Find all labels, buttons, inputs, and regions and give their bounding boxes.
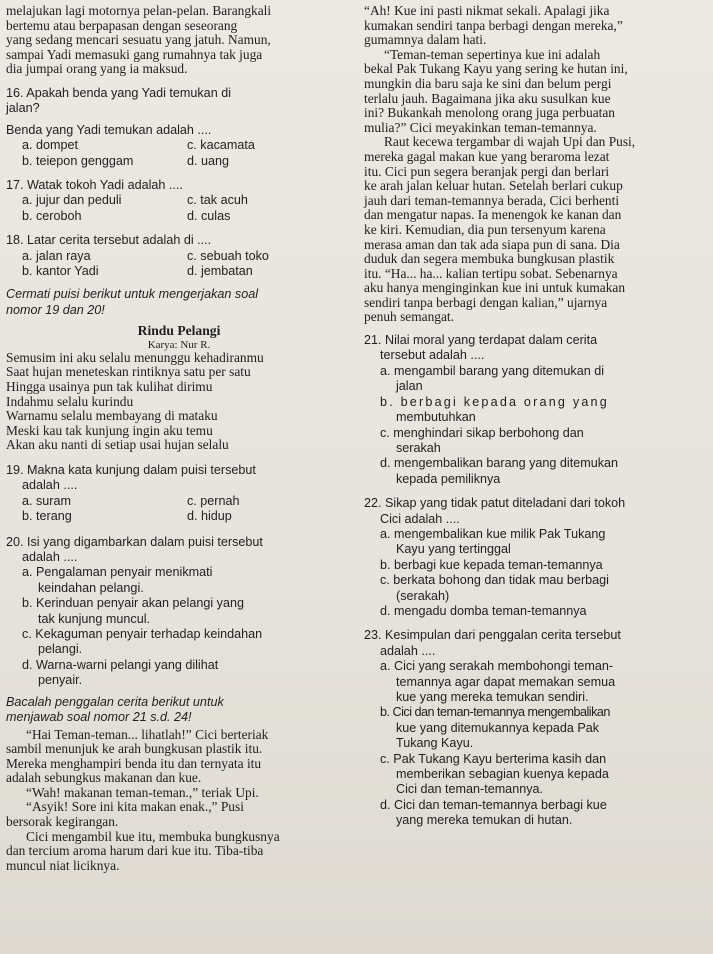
story-line: “Teman-teman sepertinya kue ini adalah [384,46,601,62]
option-c[interactable] [6,627,352,658]
question-20 [6,535,352,689]
poem-line: Warnamu selalu membayang di mataku [6,408,218,424]
question-stem: 17. Watak tokoh Yadi adalah .... [6,178,183,192]
option-text: jalan [396,379,423,394]
option-text: b. Kerinduan penyair akan pelangi yang [22,596,244,611]
option-c[interactable]: c. tak acuh [187,193,248,208]
option-b[interactable]: b. kantor Yadi [22,264,99,279]
question-stem: adalah .... [22,478,78,493]
option-c[interactable]: c. pernah [187,493,240,508]
option-text: d. Warna-warni pelangi yang dilihat [22,657,219,672]
option-row [6,509,352,524]
story-line: duduk dan segera membuka bungkusan plastik [364,251,615,267]
story-line: ke arah jalan keluar hutan. Setelah berlari cukup [364,178,623,194]
option-text: d. Cici dan teman-temannya berbagi kue [380,797,607,812]
option-a[interactable] [364,364,710,395]
option-text: Kayu yang tertinggal [396,542,511,557]
question-stem: 22. Sikap yang tidak patut diteladani dari tokoh [364,496,626,511]
option-text: a. Pengalaman penyair menikmati [22,565,213,580]
question-stem: 19. Makna kata kunjung dalam puisi tersebut [6,463,256,477]
option-text: serakah [396,440,441,455]
story-line: “Asyik! Sore ini kita makan enak.,” Pusi [26,799,244,815]
option-text: a. Cici yang serakah membohongi teman- [380,659,614,674]
story-instruction [6,695,352,726]
poem-line: Hingga usainya pun tak kulihat dirimu [6,379,213,395]
option-d[interactable]: d. hidup [187,509,232,524]
story-line: itu. Cici pun segera beranjak pergi dan berlari [364,163,610,179]
story-line: merasa aman dan tak ada siapa pun di sana. Dia [364,236,620,252]
option-text: membutuhkan [396,410,476,425]
poem [6,324,352,453]
poem-line: Semusim ini aku selalu menunggu kehadiranmu [6,349,264,365]
story-top [6,4,352,77]
story-line: adalah sebungkus makanan dan kue. [6,770,202,786]
question-stem: adalah .... [22,550,78,565]
story-line: bekal Pak Tukang Kayu yang sering ke hutan ini, [364,61,628,77]
story-line: kumakan sendiri tanpa berbagi dengan mereka,” [364,17,623,33]
right-column [364,4,710,829]
option-text: pelangi. [38,642,83,657]
option-a[interactable]: a. suram [22,493,71,508]
option-text: b. berbagi kue kepada teman-temannya [380,557,603,572]
option-c[interactable] [364,426,710,457]
story-line: melajukan lagi motornya pelan-pelan. Barangkali [6,3,272,18]
option-d[interactable] [364,604,710,619]
question-21 [364,333,710,487]
option-text: yang mereka temukan di hutan. [396,813,573,828]
story-line: ini? Bukankah menolong orang juga perbuatan [364,105,616,121]
instruction-line: menjawab soal nomor 21 s.d. 24! [6,710,192,725]
question-stem: 21. Nilai moral yang terdapat dalam cerita [364,333,598,348]
option-row [6,193,352,208]
question-stem: adalah .... [380,643,436,658]
question-16 [6,86,352,169]
story-line: aku hanya menginginkan kue ini untuk kumakan [364,280,626,296]
question-stem: Cici adalah .... [380,511,460,526]
story-line: yang sedang mencari sesuatu yang jatuh. Namun, [6,32,271,48]
option-row [6,154,352,169]
story-line: dan tercium aroma harum dari kue itu. Tiba-tiba [6,843,264,859]
option-d[interactable] [364,456,710,487]
option-row [6,138,352,153]
option-d[interactable] [6,658,352,689]
story-line: dan mengatur napas. Ia menengok ke kanan dan [364,207,622,223]
story-line: “Wah! makanan teman-teman.,” teriak Upi. [26,784,259,800]
question-23 [364,628,710,828]
question-22 [364,496,710,619]
option-b[interactable] [364,558,710,573]
option-b[interactable]: b. terang [22,509,72,524]
option-text: b. berbagi kepada orang yang [380,394,609,409]
story-line: penuh semangat. [364,309,454,325]
question-stem: jalan? [6,101,40,116]
option-a[interactable]: a. dompet [22,138,79,153]
option-text: d. mengembalikan barang yang ditemukan [380,456,619,471]
option-b[interactable] [364,395,710,426]
option-b[interactable] [6,596,352,627]
option-row [6,249,352,264]
story-bottom [6,728,352,874]
story-line: mungkin dia baru saja ke sini dan belum pergi [364,75,612,91]
option-b[interactable]: b. teiepon genggam [22,153,134,168]
story-line: mereka gagal makan kue yang beraroma lezat [364,148,610,164]
option-text: tak kunjung muncul. [38,611,151,626]
story-line: gumamnya dalam hati. [364,32,487,48]
option-a[interactable] [364,527,710,558]
option-text: c. menghindari sikap berbohong dan [380,425,584,440]
story-line: terlalu jauh. Bagaimana jika aku susulkan kue [364,90,611,106]
option-text: c. Kekaguman penyair terhadap keindahan [22,627,263,642]
story-line: Mereka menghampiri benda itu dan ternyata itu [6,755,262,771]
option-a[interactable] [6,565,352,596]
story-line: Cici mengambil kue itu, membuka bungkusnya [26,828,280,844]
story-line: jauh dari teman-temannya berada, Cici berhenti [364,192,620,208]
question-18 [6,233,352,279]
question-17 [6,178,352,224]
instruction-line: Bacalah penggalan cerita berikut untuk [6,694,224,709]
poem-instruction [6,287,352,318]
answer-line: Benda yang Yadi temukan adalah .... [6,122,212,137]
option-text: temannya agar dapat memakan semua [396,674,616,689]
option-text: Tukang Kayu. [396,736,474,751]
story-line: sendiri tanpa berbagi dengan kalian,” ujarnya [364,294,608,310]
instruction-line: nomor 19 dan 20! [6,302,105,317]
instruction-line: Cermati puisi berikut untuk mengerjakan soal [6,287,258,302]
option-text: a. mengembalikan kue milik Pak Tukang [380,526,606,541]
option-text: Cici dan teman-temannya. [396,782,543,797]
option-text: penyair. [38,673,83,688]
story-line: mulia?” Cici meyakinkan teman-temannya. [364,119,597,135]
option-text: keindahan pelangi. [38,580,144,595]
poem-author: Karya: Nur R. [147,338,211,351]
poem-line: Meski kau tak kunjung ingin aku temu [6,422,213,438]
question-stem: 18. Latar cerita tersebut adalah di .... [6,233,212,248]
story-line: itu. “Ha... ha... kalian tertipu sobat. Sebenarnya [364,265,618,281]
story-line: sambil menunjuk ke arah bungkusan plastik itu. [6,741,263,757]
option-text: kepada pemiliknya [396,471,501,486]
question-stem: tersebut adalah .... [380,348,485,363]
option-text: memberikan sebagian kuenya kepada [396,767,609,782]
option-d[interactable]: d. culas [187,208,231,223]
story-line: “Hai Teman-teman... lihatlah!” Cici berteriak [26,726,269,742]
story-line: ke kiri. Kemudian, dia pun tersenyum karena [364,221,606,237]
option-d[interactable]: d. jembatan [187,264,253,279]
option-row [6,264,352,279]
story-line: muncul niat liciknya. [6,857,120,873]
question-stem: 23. Kesimpulan dari penggalan cerita tersebut [364,628,621,643]
story-line: “Ah! Kue ini pasti nikmat sekali. Apalagi jika [364,3,610,18]
option-text: kue yang mereka temukan sendiri. [396,690,589,704]
option-text: c. Pak Tukang Kayu berterima kasih dan [380,751,607,766]
option-a[interactable]: a. jalan raya [22,248,91,263]
story-right [364,4,710,325]
option-d[interactable] [364,798,710,829]
left-column [6,4,352,873]
option-text: d. mengadu domba teman-temannya [380,603,587,618]
option-text: (serakah) [396,588,450,603]
option-b[interactable]: b. ceroboh [22,208,82,223]
option-b[interactable] [364,705,710,751]
option-row [6,494,352,509]
option-row [6,209,352,224]
question-19 [6,463,352,525]
option-c[interactable] [364,752,710,798]
option-c[interactable] [364,573,710,604]
poem-title: Rindu Pelangi [137,323,221,339]
option-text: c. berkata bohong dan tidak mau berbagi [380,573,609,588]
option-d[interactable]: d. uang [187,153,230,168]
question-stem: 20. Isi yang digambarkan dalam puisi tersebut [6,534,263,549]
poem-line: Akan aku nanti di setiap usai hujan selalu [6,437,229,453]
story-line: sampai Yadi memasuki gang rumahnya tak juga [6,46,263,62]
option-c[interactable]: c. sebuah toko [187,248,269,263]
option-a[interactable]: a. jujur dan peduli [22,193,122,208]
story-line: bertemu atau berpapasan dengan seseorang [6,17,238,33]
option-a[interactable] [364,659,710,705]
option-text: kue yang ditemukannya kepada Pak [396,720,600,735]
story-line: bersorak kegirangan. [6,814,119,830]
option-text: a. mengambil barang yang ditemukan di [380,363,605,378]
story-line: dia jumpai orang yang ia maksud. [6,61,188,77]
story-line: Raut kecewa tergambar di wajah Upi dan Pusi, [384,134,636,150]
option-text: b. Cici dan teman-temannya mengembalikan [380,705,610,720]
question-stem: 16. Apakah benda yang Yadi temukan di [6,85,231,100]
poem-line: Indahmu selalu kurindu [6,393,134,409]
option-c[interactable]: c. kacamata [187,138,255,153]
poem-line: Saat hujan meneteskan rintiknya satu per satu [6,364,251,380]
